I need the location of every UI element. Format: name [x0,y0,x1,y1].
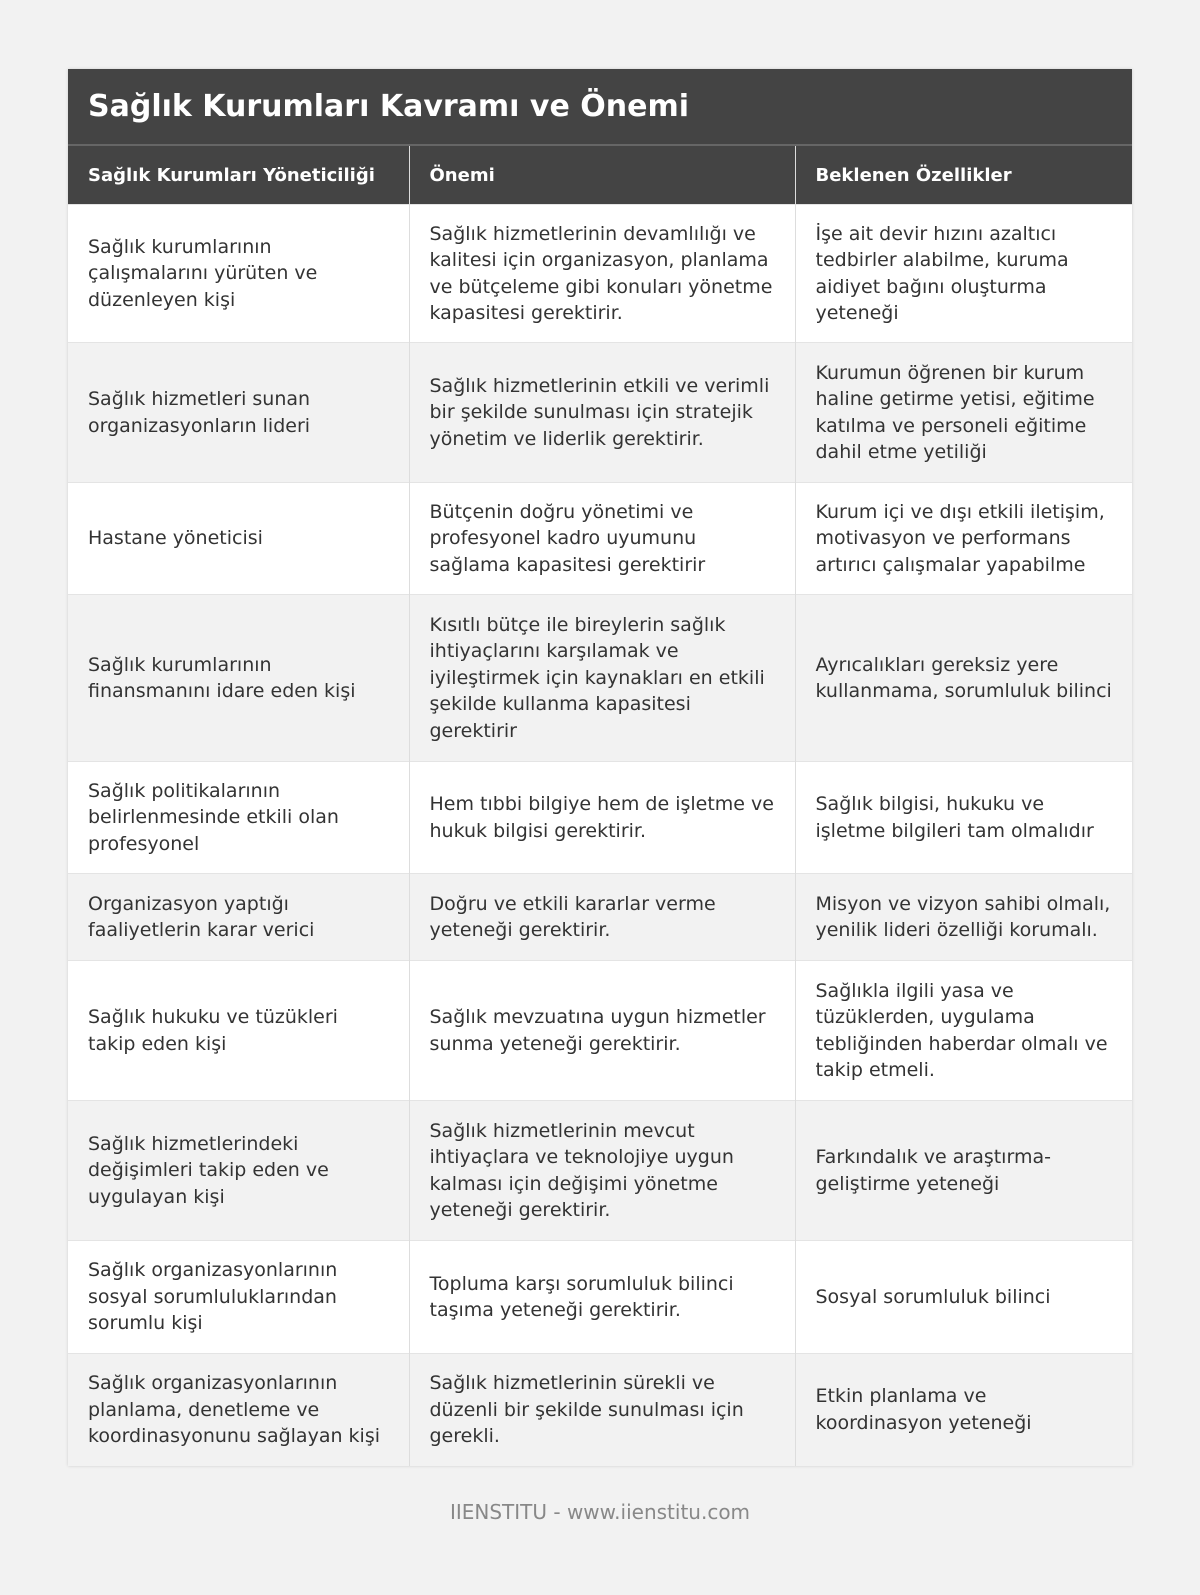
table-cell: İşe ait devir hızını azaltıcı tedbirler alabilme, kuruma aidiyet bağını oluşturma yeteneği [795,205,1132,343]
table-cell: Sağlık mevzuatına uygun hizmetler sunma yeteneği gerektirir. [409,961,795,1101]
table-row [68,343,1132,483]
table-row [68,483,1132,595]
table-row [68,961,1132,1101]
table-cell: Sağlık politikalarının belirlenmesinde etkili olan profesyonel [68,762,409,874]
table-title: Sağlık Kurumları Kavramı ve Önemi [68,69,1132,146]
table-row [68,1354,1132,1466]
table-cell: Misyon ve vizyon sahibi olmalı, yenilik lideri özelliği korumalı. [795,874,1132,961]
table-cell: Sosyal sorumluluk bilinci [795,1241,1132,1354]
table-cell: Sağlık organizasyonlarının planlama, denetleme ve koordinasyonunu sağlayan kişi [68,1354,409,1466]
table-cell: Sağlık hukuku ve tüzükleri takip eden kişi [68,961,409,1101]
table-cell: Sağlık hizmetlerinin etkili ve verimli bir şekilde sunulması için stratejik yönetim ve liderlik gerektirir. [409,343,795,483]
table-cell: Sağlıkla ilgili yasa ve tüzüklerden, uygulama tebliğinden haberdar olmalı ve takip etmeli. [795,961,1132,1101]
table-cell: Ayrıcalıkları gereksiz yere kullanmama, sorumluluk bilinci [795,595,1132,762]
table-cell: Sağlık hizmetlerindeki değişimleri takip eden ve uygulayan kişi [68,1101,409,1241]
table-row [68,1101,1132,1241]
table-card [68,69,1132,1466]
table-cell: Organizasyon yaptığı faaliyetlerin karar verici [68,874,409,961]
table-cell: Etkin planlama ve koordinasyon yeteneği [795,1354,1132,1466]
data-table [68,146,1132,1466]
column-header-importance: Önemi [409,146,795,205]
table-cell: Sağlık hizmetlerinin devamlılığı ve kalitesi için organizasyon, planlama ve bütçeleme gibi konuları yönetme kapasitesi gerektirir. [409,205,795,343]
table-cell: Sağlık kurumlarının finansmanını idare eden kişi [68,595,409,762]
table-cell: Sağlık organizasyonlarının sosyal sorumluluklarından sorumlu kişi [68,1241,409,1354]
table-cell: Sağlık bilgisi, hukuku ve işletme bilgileri tam olmalıdır [795,762,1132,874]
table-cell: Sağlık hizmetlerinin sürekli ve düzenli bir şekilde sunulması için gerekli. [409,1354,795,1466]
table-cell: Topluma karşı sorumluluk bilinci taşıma yeteneği gerektirir. [409,1241,795,1354]
table-row [68,1241,1132,1354]
table-cell: Kısıtlı bütçe ile bireylerin sağlık ihtiyaçlarını karşılamak ve iyileştirmek için kaynakları en etkili şekilde kullanma kapasitesi gerektirir [409,595,795,762]
table-cell: Doğru ve etkili kararlar verme yeteneği gerektirir. [409,874,795,961]
table-cell: Sağlık hizmetleri sunan organizasyonların lideri [68,343,409,483]
table-cell: Hastane yöneticisi [68,483,409,595]
table-row [68,205,1132,343]
footer-credit: IIENSTITU - www.iienstitu.com [449,1500,751,1524]
table-cell: Kurumun öğrenen bir kurum haline getirme yetisi, eğitime katılma ve personeli eğitime dahil etme yetiliği [795,343,1132,483]
table-row [68,874,1132,961]
table-cell: Sağlık kurumlarının çalışmalarını yürüten ve düzenleyen kişi [68,205,409,343]
table-cell: Hem tıbbi bilgiye hem de işletme ve hukuk bilgisi gerektirir. [409,762,795,874]
table-cell: Bütçenin doğru yönetimi ve profesyonel kadro uyumunu sağlama kapasitesi gerektirir [409,483,795,595]
column-header-role: Sağlık Kurumları Yöneticiliği [68,146,409,205]
column-header-expected-traits: Beklenen Özellikler [795,146,1132,205]
header-row [68,146,1132,205]
table-cell: Farkındalık ve araştırma-geliştirme yeteneği [795,1101,1132,1241]
table-row [68,762,1132,874]
table-cell: Kurum içi ve dışı etkili iletişim, motivasyon ve performans artırıcı çalışmalar yapabilme [795,483,1132,595]
table-row [68,595,1132,762]
table-cell: Sağlık hizmetlerinin mevcut ihtiyaçlara ve teknolojiye uygun kalması için değişimi yönetme yeteneği gerektirir. [409,1101,795,1241]
